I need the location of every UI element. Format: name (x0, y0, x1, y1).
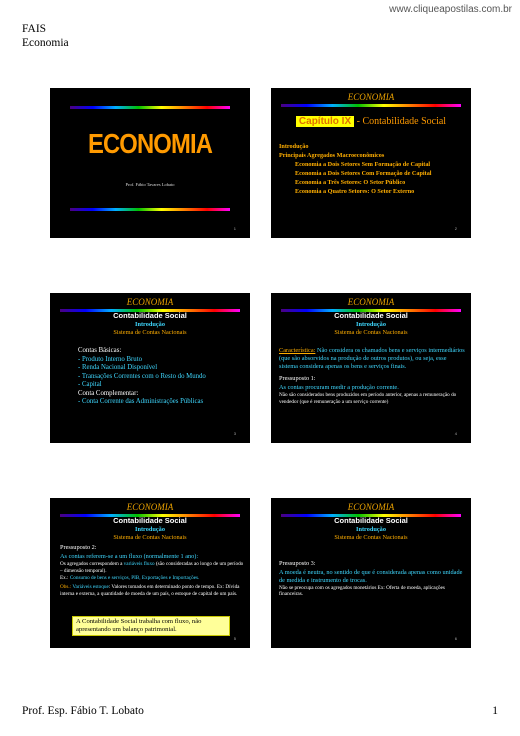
slide-number: 5 (233, 636, 236, 641)
section-title: Contabilidade Social (113, 516, 187, 525)
section-title: Contabilidade Social (334, 516, 408, 525)
section-subtitle-2: Sistema de Contas Nacionais (334, 534, 408, 541)
slide-3 (50, 293, 250, 443)
section-subtitle-2: Sistema de Contas Nacionais (113, 534, 187, 541)
section-heading (271, 517, 471, 543)
assumption-text: As contas referem-se a um fluxo (normalmente 1 ano): (60, 552, 199, 560)
rainbow-divider-bottom (70, 208, 230, 211)
chapter-heading (271, 116, 471, 127)
obs-highlight: Variáveis estoque (72, 584, 109, 591)
toc-item: Economia a Três Setores: O Setor Público (295, 179, 406, 186)
slide-5 (50, 498, 250, 648)
slide-body (78, 347, 250, 407)
toc-item: Economia a Dois Setores Com Formação de Capital (295, 170, 432, 177)
assumption-label: Pressuposto 1: (279, 375, 316, 382)
example-text: Consumo de bens e serviços, PIB, Exportações e Importações. (69, 574, 200, 581)
section-subtitle: Introdução (135, 320, 165, 328)
assumption-text: As contas procuram medir a produção corrente. (279, 383, 399, 391)
slide-header: ECONOMIA (347, 502, 395, 512)
slide-number: 1 (233, 226, 236, 231)
slide-header: ECONOMIA (126, 297, 174, 307)
section-heading (271, 312, 471, 338)
section-subtitle-2: Sistema de Contas Nacionais (334, 329, 408, 336)
section-title: Contabilidade Social (334, 311, 408, 320)
toc-item: Principais Agregados Macroeconômicos (279, 152, 385, 159)
site-url: www.cliqueapostilas.com.br (389, 4, 512, 15)
slide-header: ECONOMIA (347, 92, 395, 102)
slide-author: Prof. Fábio Tavares Lobato (125, 182, 175, 187)
characteristic-paragraph (279, 347, 465, 371)
slide-number: 3 (233, 431, 236, 436)
section-subtitle: Introdução (356, 320, 386, 328)
example-label: Ex.: (60, 574, 70, 581)
obs-label: Obs.: (60, 584, 73, 591)
slide-header: ECONOMIA (126, 502, 174, 512)
slide-number: 4 (454, 431, 457, 436)
rainbow-divider-top (70, 106, 230, 109)
flow-note-text-end: (são consideradas ao longo de um período – dimensão temporal). (60, 561, 244, 574)
section-heading (50, 517, 250, 543)
slide-2 (271, 88, 471, 238)
body-line: - Produto Interno Bruto (78, 355, 142, 363)
slide-body (279, 347, 465, 406)
chapter-title: - Contabilidade Social (354, 116, 447, 127)
footer-author: Prof. Esp. Fábio T. Lobato (22, 705, 144, 717)
example-note (60, 575, 246, 582)
flow-note (60, 561, 246, 575)
slide-body (60, 544, 246, 598)
obs-text: : Valores tomados em determinado ponto de tempo. Ex: Dívida interna e externa, a quantidade de moeda de um país, o estoque de capital de um país. (60, 584, 240, 598)
table-of-contents (279, 142, 469, 196)
obs-note (60, 584, 246, 598)
toc-item: Economia a Dois Setores Sem Formação de Capital (295, 161, 431, 168)
body-line: - Conta Corrente das Administrações Públicas (78, 398, 204, 405)
section-subtitle: Introdução (356, 525, 386, 533)
document-header (22, 22, 69, 50)
section-subtitle: Introdução (135, 525, 165, 533)
slide-number: 2 (454, 226, 457, 231)
slide-6 (271, 498, 471, 648)
characteristic-label: Característica: (279, 347, 316, 354)
chapter-badge: Capítulo IX (296, 116, 354, 127)
flow-note-text: Os agregados correspondem a (60, 561, 124, 567)
assumption-note: Não são considerados bens produzidos em período anterior, apenas a remuneração do vendedor (que é remuneração a um serviço corrente) (279, 392, 457, 405)
slide-4 (271, 293, 471, 443)
assumption-text: A moeda é neutra, no sentido de que é considerada apenas como unidade de medida e instrumento de trocas. (279, 568, 463, 584)
body-line: - Transações Correntes com o Resto do Mundo (78, 372, 206, 380)
flow-note-highlight: variáveis fluxo (123, 561, 155, 567)
body-line: - Renda Nacional Disponível (78, 364, 158, 371)
slide-number: 6 (454, 636, 457, 641)
body-line: Conta Complementar: (78, 389, 139, 397)
assumption-label: Pressuposto 3: (279, 560, 316, 567)
toc-item: Introdução (279, 143, 309, 150)
course-label: Economia (22, 37, 69, 49)
slide-1 (50, 88, 250, 238)
characteristic-text: Não considera os chamados bens e serviços intermediários (que são absorvidos na produção de outros produtos), ou seja, esse sistema considera apenas os bens e serviços finais. (279, 347, 465, 370)
institution-label: FAIS (22, 23, 47, 35)
slide-title: ECONOMIA (87, 128, 213, 159)
slide-body (279, 560, 465, 598)
toc-item: Economia a Quatro Setores: O Setor Externo (295, 188, 415, 195)
body-line: Contas Básicas: (78, 347, 122, 354)
section-title: Contabilidade Social (113, 311, 187, 320)
section-subtitle-2: Sistema de Contas Nacionais (113, 329, 187, 336)
body-line: - Capital (78, 381, 102, 388)
slide-header: ECONOMIA (347, 297, 395, 307)
rainbow-divider (281, 104, 461, 107)
assumption-label: Pressuposto 2: (60, 544, 97, 551)
highlight-box: A Contabilidade Social trabalha com fluxo, não apresentando um balanço patrimonial. (72, 616, 230, 636)
section-heading (50, 312, 250, 338)
assumption-note: Não se preocupa com os agregados monetários Ex: Oferta de moeda, aplicações financeiras. (279, 584, 445, 598)
footer-page-number: 1 (492, 705, 498, 717)
